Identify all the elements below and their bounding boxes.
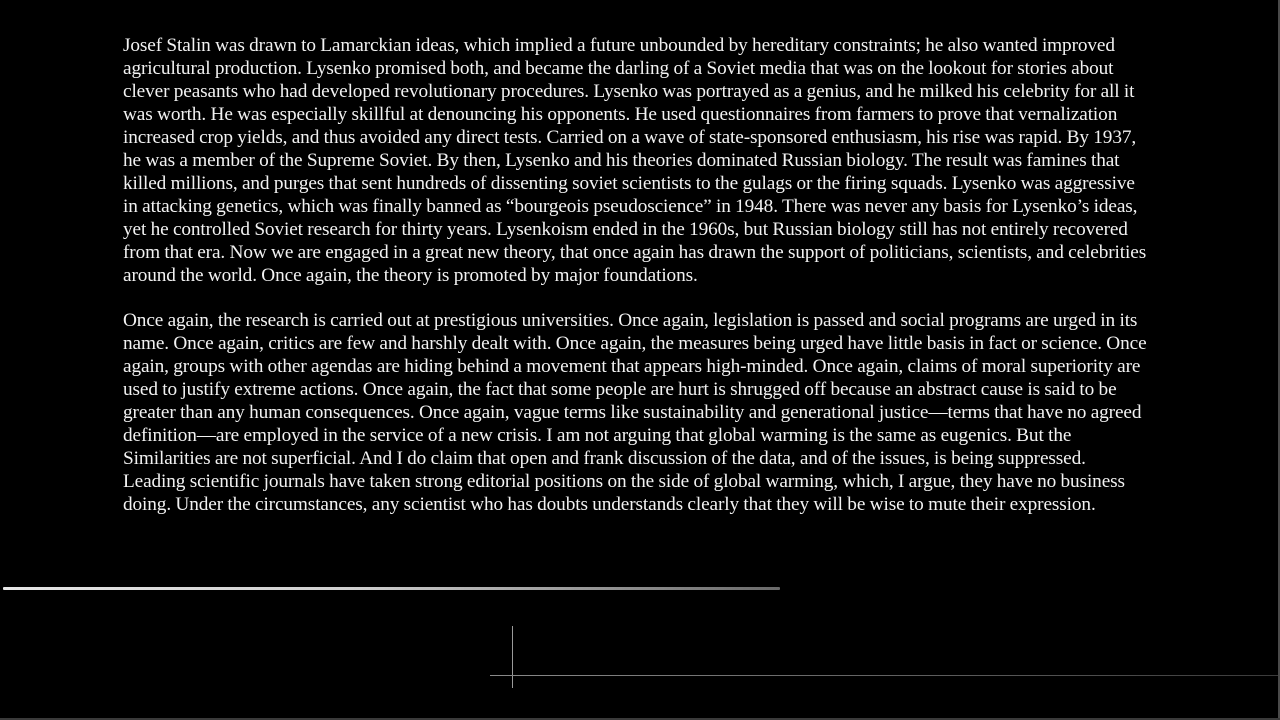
document-body [123, 34, 1148, 516]
paragraph-lysenko-history: Josef Stalin was drawn to Lamarckian ideas, which implied a future unbounded by hereditary constraints; he also wanted improved agricultural production. Lysenko promised both, and became the darling of a Soviet media that was on the lookout for stories about clever peasants who had developed revolutionary procedures. Lysenko was portrayed as a genius, and he milked his celebrity for all it was worth. He was especially skillful at denouncing his opponents. He used questionnaires from farmers to prove that vernalization increased crop yields, and thus avoided any direct tests. Carried on a wave of state-sponsored enthusiasm, his rise was rapid. By 1937, he was a member of the Supreme Soviet. By then, Lysenko and his theories dominated Russian biology. The result was famines that killed millions, and purges that sent hundreds of dissenting soviet scientists to the gulags or the firing squads. Lysenko was aggressive in attacking genetics, which was finally banned as “bourgeois pseudoscience” in 1948. There was never any basis for Lysenko’s ideas, yet he controlled Soviet research for thirty years. Lysenkoism ended in the 1960s, but Russian biology still has not entirely recovered from that era. Now we are engaged in a great new theory, that once again has drawn the support of politicians, scientists, and celebrities around the world. Once again, the theory is promoted by major foundations. [123, 35, 1147, 286]
crosshair-vertical-line [512, 626, 513, 688]
crosshair-horizontal-line [490, 675, 1280, 676]
paragraph-once-again: Once again, the research is carried out at prestigious universities. Once again, legislation is passed and social programs are urged in its name. Once again, critics are few and harshly dealt with. Once again, the measures being urged have little basis in fact or science. Once again, groups with other agendas are hiding behind a movement that appears high-minded. Once again, claims of moral superiority are used to justify extreme actions. Once again, the fact that some people are hurt is shrugged off because an abstract cause is said to be greater than any human consequences. Once again, vague terms like sustainability and generational justice—terms that have no agreed definition—are employed in the service of a new crisis. I am not arguing that global warming is the same as eugenics. But the Similarities are not superficial. And I do claim that open and frank discussion of the data, and of the issues, is being suppressed. Leading scientific journals have taken strong editorial positions on the side of global warming, which, I argue, they have no business doing. Under the circumstances, any scientist who has doubts understands clearly that they will be wise to mute their expression. [123, 310, 1147, 515]
progress-scroll-bar[interactable] [3, 587, 780, 590]
